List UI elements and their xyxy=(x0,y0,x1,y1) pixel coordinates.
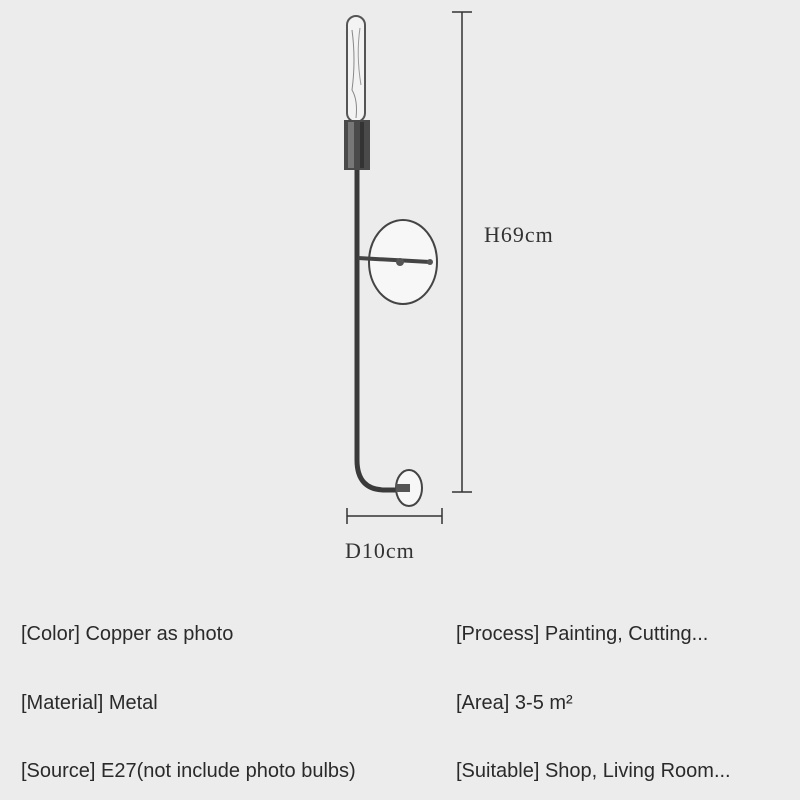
lamp-bulb xyxy=(347,16,365,122)
spec-value: E27(not include photo bulbs) xyxy=(101,760,356,782)
height-dimension-line xyxy=(452,12,472,492)
spec-key: [Area] xyxy=(456,692,510,714)
spec-key: [Material] xyxy=(21,692,104,714)
spec-key: [Process] xyxy=(456,623,540,645)
spec-value: Shop, Living Room... xyxy=(544,760,731,782)
bottom-mount-plate xyxy=(396,470,422,506)
spec-key: [Color] xyxy=(21,623,80,645)
spec-material xyxy=(21,692,158,715)
height-label: H69cm xyxy=(484,222,554,247)
spec-value: Metal xyxy=(108,692,158,714)
spec-value: Copper as photo xyxy=(85,623,234,645)
lamp-socket xyxy=(344,120,370,170)
spec-source xyxy=(21,760,356,783)
spec-value: 3-5 m² xyxy=(514,692,573,714)
spec-color xyxy=(21,623,233,646)
spec-key: [Source] xyxy=(21,760,96,782)
depth-label: D10cm xyxy=(345,538,415,563)
spec-area xyxy=(456,692,573,715)
spec-suitable xyxy=(456,760,731,783)
wall-mount-plate xyxy=(358,220,437,304)
depth-dimension-line xyxy=(347,508,442,524)
spec-process xyxy=(456,623,708,646)
spec-key: [Suitable] xyxy=(456,760,540,782)
spec-value: Painting, Cutting... xyxy=(544,623,709,645)
lamp-stem xyxy=(357,170,408,490)
